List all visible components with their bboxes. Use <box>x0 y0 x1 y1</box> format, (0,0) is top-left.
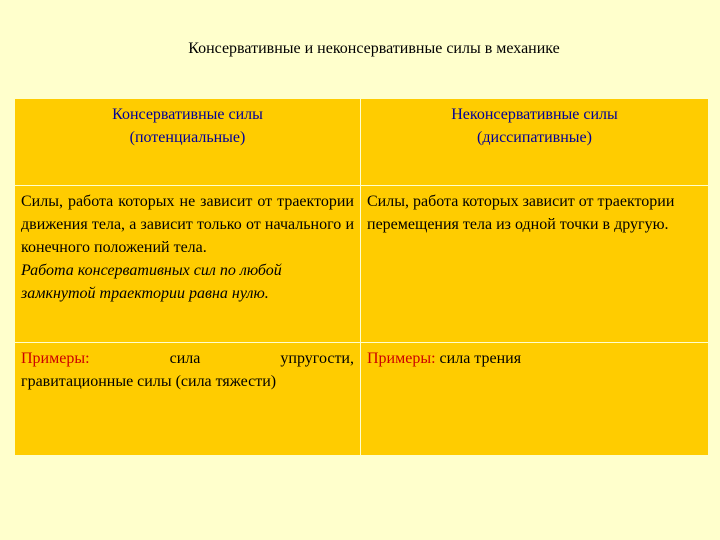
conservative-examples-word2: упругости, <box>280 350 354 367</box>
conservative-examples-word1: сила <box>169 350 201 367</box>
conservative-description-cell <box>15 186 361 343</box>
nonconservative-examples-text: сила трения <box>439 350 522 367</box>
nonconservative-examples-label: Примеры: <box>367 350 436 367</box>
table-header-row <box>15 99 709 186</box>
conservative-examples-line2: гравитационные силы (сила тяжести) <box>21 373 277 390</box>
table-row-description <box>15 186 709 343</box>
forces-comparison-table <box>14 98 709 456</box>
table-row-examples <box>15 343 709 456</box>
conservative-description: Силы, работа которых не зависит от траектории движения тела, а зависит только от начального и конечного положений тела. <box>21 193 354 256</box>
header-nonconservative-line1: Неконсервативные силы <box>451 106 618 123</box>
conservative-note: Работа консервативных сил по любой замкнутой траектории равна нулю. <box>21 262 282 302</box>
conservative-examples-line1 <box>21 347 354 370</box>
header-conservative-line1: Консервативные силы <box>112 106 263 123</box>
nonconservative-description-cell <box>361 186 709 343</box>
nonconservative-description: Силы, работа которых зависит от траектории перемещения тела из одной точки в другую. <box>367 193 675 233</box>
conservative-examples-cell <box>15 343 361 456</box>
slide-title: Консервативные и неконсервативные силы в механике <box>188 40 560 57</box>
header-nonconservative <box>361 99 709 186</box>
header-conservative <box>15 99 361 186</box>
nonconservative-examples-cell <box>361 343 709 456</box>
header-nonconservative-line2: (диссипативные) <box>477 129 592 146</box>
header-conservative-line2: (потенциальные) <box>129 129 246 146</box>
conservative-examples-label: Примеры: <box>21 350 90 367</box>
